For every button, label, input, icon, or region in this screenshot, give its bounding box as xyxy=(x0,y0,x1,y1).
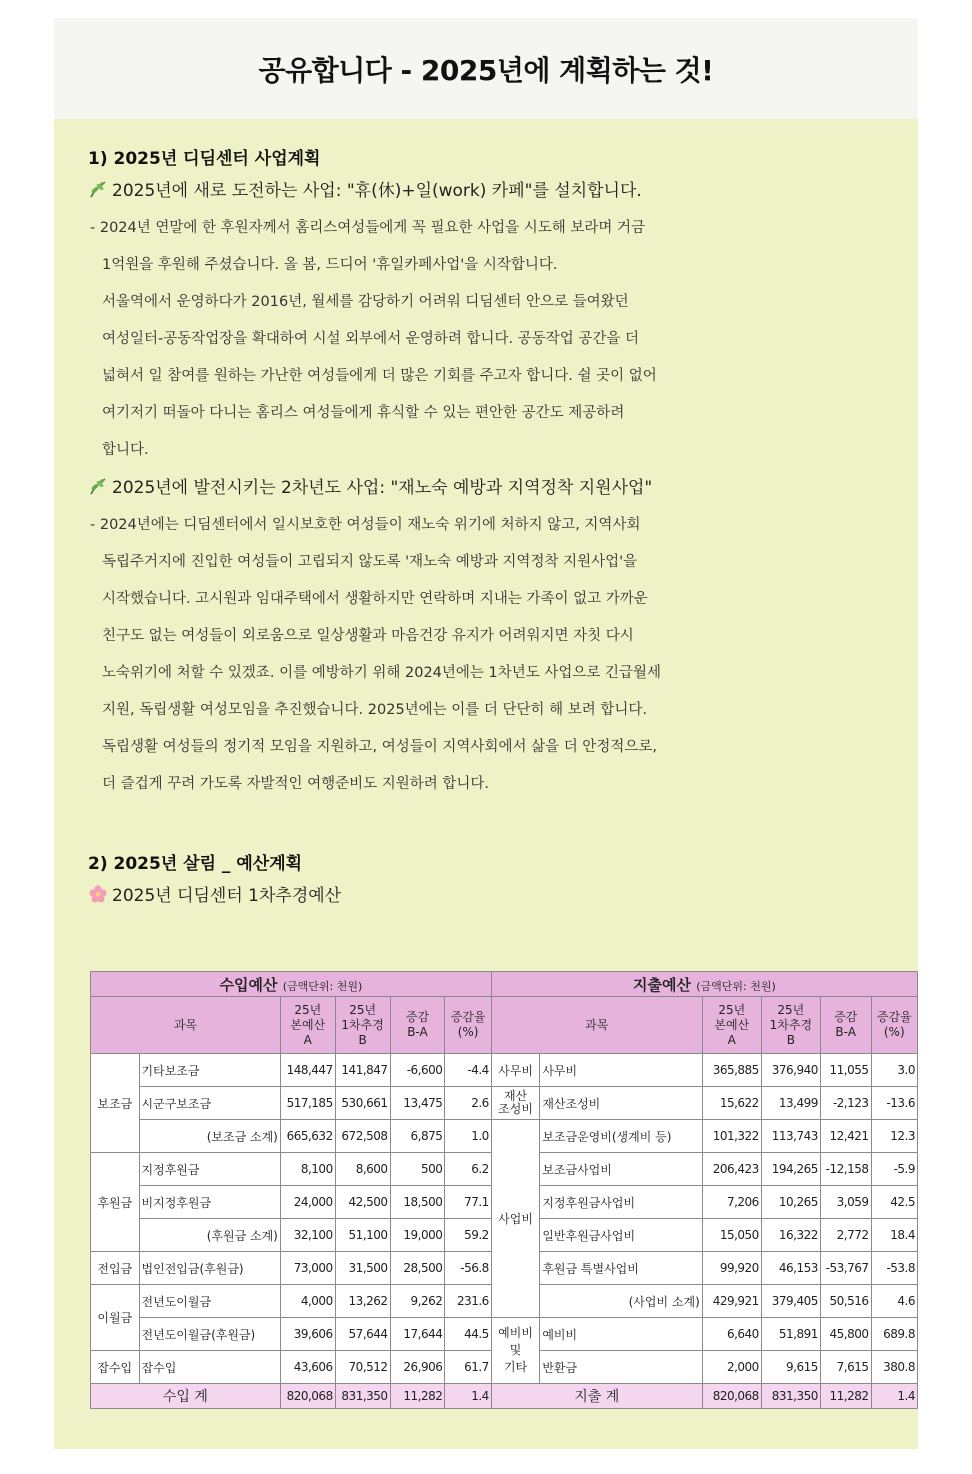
col-b: 25년 1차추경 B xyxy=(335,997,390,1054)
item2-lead xyxy=(88,469,888,507)
expense-item: 보조금사업비 xyxy=(540,1153,702,1186)
table-title-row xyxy=(91,972,918,997)
expense-item: 후원금 특별사업비 xyxy=(540,1252,702,1285)
item1-line: 서울역에서 운영하다가 2016년, 월세를 감당하기 어려워 디딤센터 안으로 들여왔던 xyxy=(102,294,629,310)
cell: -12,158 xyxy=(820,1153,871,1186)
table-total-row xyxy=(91,1384,918,1409)
income-item: (보조금 소계) xyxy=(139,1120,280,1153)
col-diff: 증감 B-A xyxy=(390,997,445,1054)
income-total-label: 수입 계 xyxy=(91,1384,281,1409)
cell: 13,475 xyxy=(390,1087,445,1120)
cell: 10,265 xyxy=(761,1186,820,1219)
cell: 1.4 xyxy=(871,1384,918,1409)
item1-lead-text: 2025년에 새로 도전하는 사업: "휴(休)+일(work) 카페"를 설치합니다. xyxy=(112,181,642,201)
item2-line: 노숙위기에 처할 수 있겠죠. 이를 예방하기 위해 2024년에는 1차년도 사업으로 긴급월세 xyxy=(102,665,662,681)
cell: 32,100 xyxy=(280,1219,335,1252)
income-item: 전년도이월금 xyxy=(139,1285,280,1318)
item1-line: 합니다. xyxy=(102,442,149,458)
expense-item: 사무비 xyxy=(540,1054,702,1087)
cell: 11,282 xyxy=(390,1384,445,1409)
expense-group: 사무비 xyxy=(491,1054,540,1087)
income-group: 전입금 xyxy=(91,1252,140,1285)
cell: 73,000 xyxy=(280,1252,335,1285)
item2-line: 더 즐겁게 꾸려 가도록 자발적인 여행준비도 지원하려 합니다. xyxy=(102,776,490,792)
cell: 365,885 xyxy=(702,1054,761,1087)
cell: 2,000 xyxy=(702,1351,761,1384)
cell: 6.2 xyxy=(445,1153,491,1186)
expense-item: 재산조성비 xyxy=(540,1087,702,1120)
col-rate: 증감율 (%) xyxy=(871,997,918,1054)
cell: 206,423 xyxy=(702,1153,761,1186)
cell: 1.0 xyxy=(445,1120,491,1153)
section1-title: 1) 2025년 디딤센터 사업계획 xyxy=(88,149,321,169)
cell: 77.1 xyxy=(445,1186,491,1219)
table-row xyxy=(91,1318,918,1351)
cell: 18.4 xyxy=(871,1219,918,1252)
cell: 689.8 xyxy=(871,1318,918,1351)
cell: 101,322 xyxy=(702,1120,761,1153)
cell: 13,499 xyxy=(761,1087,820,1120)
expense-title: 지출예산 (금액단위: 천원) xyxy=(491,972,917,997)
cell: 28,500 xyxy=(390,1252,445,1285)
col-rate: 증감율 (%) xyxy=(445,997,491,1054)
cell: 12,421 xyxy=(820,1120,871,1153)
expense-item: (사업비 소계) xyxy=(540,1285,702,1318)
expense-total-label: 지출 계 xyxy=(491,1384,702,1409)
blossom-icon xyxy=(88,884,108,904)
cell: 15,050 xyxy=(702,1219,761,1252)
expense-item: 지정후원금사업비 xyxy=(540,1186,702,1219)
item2-line: 독립생활 여성들의 정기적 모임을 지원하고, 여성들이 지역사회에서 삶을 더 안정적으로, xyxy=(102,739,657,755)
cell: 15,622 xyxy=(702,1087,761,1120)
cell: -6,600 xyxy=(390,1054,445,1087)
herb-icon xyxy=(88,476,108,496)
item1-body xyxy=(88,210,888,469)
cell: 59.2 xyxy=(445,1219,491,1252)
cell: 380.8 xyxy=(871,1351,918,1384)
income-item: 지정후원금 xyxy=(139,1153,280,1186)
cell: 42,500 xyxy=(335,1186,390,1219)
income-item: 시군구보조금 xyxy=(139,1087,280,1120)
cell: 31,500 xyxy=(335,1252,390,1285)
item2-body xyxy=(88,507,888,803)
item2-line: 친구도 없는 여성들이 외로움으로 일상생활과 마음건강 유지가 어려워지면 자칫 다시 xyxy=(102,628,634,644)
cell: 3.0 xyxy=(871,1054,918,1087)
cell: 51,100 xyxy=(335,1219,390,1252)
cell: 99,920 xyxy=(702,1252,761,1285)
cell: 51,891 xyxy=(761,1318,820,1351)
expense-group: 예비비 및 기타 xyxy=(491,1318,540,1384)
income-item: 비지정후원금 xyxy=(139,1186,280,1219)
cell: 379,405 xyxy=(761,1285,820,1318)
cell: 376,940 xyxy=(761,1054,820,1087)
income-item: 법인전입금(후원금) xyxy=(139,1252,280,1285)
col-b: 25년 1차추경 B xyxy=(761,997,820,1054)
cell: -53.8 xyxy=(871,1252,918,1285)
item2-line: 시작했습니다. 고시원과 임대주택에서 생활하지만 연락하며 지내는 가족이 없고 가까운 xyxy=(102,591,648,607)
post-card xyxy=(54,18,918,1449)
cell: 500 xyxy=(390,1153,445,1186)
table-row xyxy=(91,1087,918,1120)
cell: -56.8 xyxy=(445,1252,491,1285)
cell: 8,100 xyxy=(280,1153,335,1186)
expense-item: 예비비 xyxy=(540,1318,702,1351)
page-title: 공유합니다 - 2025년에 계획하는 것! xyxy=(258,53,714,87)
cell: 820,068 xyxy=(702,1384,761,1409)
cell: 429,921 xyxy=(702,1285,761,1318)
cell: -13.6 xyxy=(871,1087,918,1120)
section2-title: 2) 2025년 살림 _ 예산계획 xyxy=(88,854,303,874)
col-diff: 증감 B-A xyxy=(820,997,871,1054)
col-subject: 과목 xyxy=(91,997,281,1054)
cell: 17,644 xyxy=(390,1318,445,1351)
cell: 831,350 xyxy=(335,1384,390,1409)
cell: 7,206 xyxy=(702,1186,761,1219)
cell: 9,615 xyxy=(761,1351,820,1384)
item2-lead-text: 2025년에 발전시키는 2차년도 사업: "재노숙 예방과 지역정착 지원사업" xyxy=(112,478,653,498)
income-item: 잡수입 xyxy=(139,1351,280,1384)
cell: 16,322 xyxy=(761,1219,820,1252)
expense-group: 재산 조성비 xyxy=(491,1087,540,1120)
item1-line: 넓혀서 일 참여를 원하는 가난한 여성들에게 더 많은 기회를 주고자 합니다. 쉴 곳이 없어 xyxy=(102,368,657,384)
cell: 11,282 xyxy=(820,1384,871,1409)
cell: 820,068 xyxy=(280,1384,335,1409)
cell: 672,508 xyxy=(335,1120,390,1153)
cell: 24,000 xyxy=(280,1186,335,1219)
cell: 43,606 xyxy=(280,1351,335,1384)
cell: -53,767 xyxy=(820,1252,871,1285)
cell: 61.7 xyxy=(445,1351,491,1384)
cell: -2,123 xyxy=(820,1087,871,1120)
item1-lead xyxy=(88,172,888,210)
cell: 665,632 xyxy=(280,1120,335,1153)
table-row xyxy=(91,1054,918,1087)
cell: 19,000 xyxy=(390,1219,445,1252)
cell: -4.4 xyxy=(445,1054,491,1087)
cell: 517,185 xyxy=(280,1087,335,1120)
item2-line: 지원, 독립생활 여성모임을 추진했습니다. 2025년에는 이를 더 단단히 해 보려 합니다. xyxy=(102,702,648,718)
budget-table xyxy=(90,971,918,1409)
cell: 530,661 xyxy=(335,1087,390,1120)
herb-icon xyxy=(88,179,108,199)
cell: 2,772 xyxy=(820,1219,871,1252)
cell: 194,265 xyxy=(761,1153,820,1186)
income-item: 전년도이월금(후원금) xyxy=(139,1318,280,1351)
cell: 3,059 xyxy=(820,1186,871,1219)
cell: 11,055 xyxy=(820,1054,871,1087)
income-group: 보조금 xyxy=(91,1054,140,1153)
income-group: 잡수입 xyxy=(91,1351,140,1384)
cell: 7,615 xyxy=(820,1351,871,1384)
expense-group: 사업비 xyxy=(491,1120,540,1318)
cell: 6,875 xyxy=(390,1120,445,1153)
cell: 141,847 xyxy=(335,1054,390,1087)
cell: 44.5 xyxy=(445,1318,491,1351)
item1-line: 여성일터-공동작업장을 확대하여 시설 외부에서 운영하려 합니다. 공동작업 공간을 더 xyxy=(102,331,639,347)
section2-lead xyxy=(88,877,888,915)
income-item: 기타보조금 xyxy=(139,1054,280,1087)
table-header-row xyxy=(91,997,918,1054)
income-group: 이월금 xyxy=(91,1285,140,1351)
cell: 42.5 xyxy=(871,1186,918,1219)
item1-line: 1억원을 후원해 주셨습니다. 올 봄, 드디어 '휴일카페사업'을 시작합니다. xyxy=(102,257,558,273)
cell: 1.4 xyxy=(445,1384,491,1409)
col-a: 25년 본예산 A xyxy=(702,997,761,1054)
cell: 148,447 xyxy=(280,1054,335,1087)
expense-item: 일반후원금사업비 xyxy=(540,1219,702,1252)
cell: 46,153 xyxy=(761,1252,820,1285)
item1-line: - 2024년 연말에 한 후원자께서 홈리스여성들에게 꼭 필요한 사업을 시도해 보라며 거금 xyxy=(90,220,646,236)
cell: 57,644 xyxy=(335,1318,390,1351)
income-group: 후원금 xyxy=(91,1153,140,1252)
income-item: (후원금 소계) xyxy=(139,1219,280,1252)
expense-item: 반환금 xyxy=(540,1351,702,1384)
cell: 13,262 xyxy=(335,1285,390,1318)
cell: -5.9 xyxy=(871,1153,918,1186)
post-content xyxy=(88,146,888,915)
cell: 4,000 xyxy=(280,1285,335,1318)
expense-item: 보조금운영비(생계비 등) xyxy=(540,1120,702,1153)
cell: 39,606 xyxy=(280,1318,335,1351)
cell: 26,906 xyxy=(390,1351,445,1384)
item2-line: - 2024년에는 디딤센터에서 일시보호한 여성들이 재노숙 위기에 처하지 않고, 지역사회 xyxy=(90,517,641,533)
cell: 2.6 xyxy=(445,1087,491,1120)
cell: 113,743 xyxy=(761,1120,820,1153)
item1-line: 여기저기 떠돌아 다니는 홈리스 여성들에게 휴식할 수 있는 편안한 공간도 제공하려 xyxy=(102,405,625,421)
cell: 70,512 xyxy=(335,1351,390,1384)
col-a: 25년 본예산 A xyxy=(280,997,335,1054)
cell: 8,600 xyxy=(335,1153,390,1186)
cell: 831,350 xyxy=(761,1384,820,1409)
post-header xyxy=(54,18,918,119)
cell: 231.6 xyxy=(445,1285,491,1318)
cell: 50,516 xyxy=(820,1285,871,1318)
cell: 6,640 xyxy=(702,1318,761,1351)
item2-line: 독립주거지에 진입한 여성들이 고립되지 않도록 '재노숙 예방과 지역정착 지원사업'을 xyxy=(102,554,638,570)
cell: 4.6 xyxy=(871,1285,918,1318)
table-row xyxy=(91,1120,918,1153)
cell: 9,262 xyxy=(390,1285,445,1318)
col-subject: 과목 xyxy=(491,997,702,1054)
cell: 45,800 xyxy=(820,1318,871,1351)
cell: 18,500 xyxy=(390,1186,445,1219)
income-title: 수입예산 (금액단위: 천원) xyxy=(91,972,492,997)
section2-lead-text: 2025년 디딤센터 1차추경예산 xyxy=(112,886,342,906)
cell: 12.3 xyxy=(871,1120,918,1153)
